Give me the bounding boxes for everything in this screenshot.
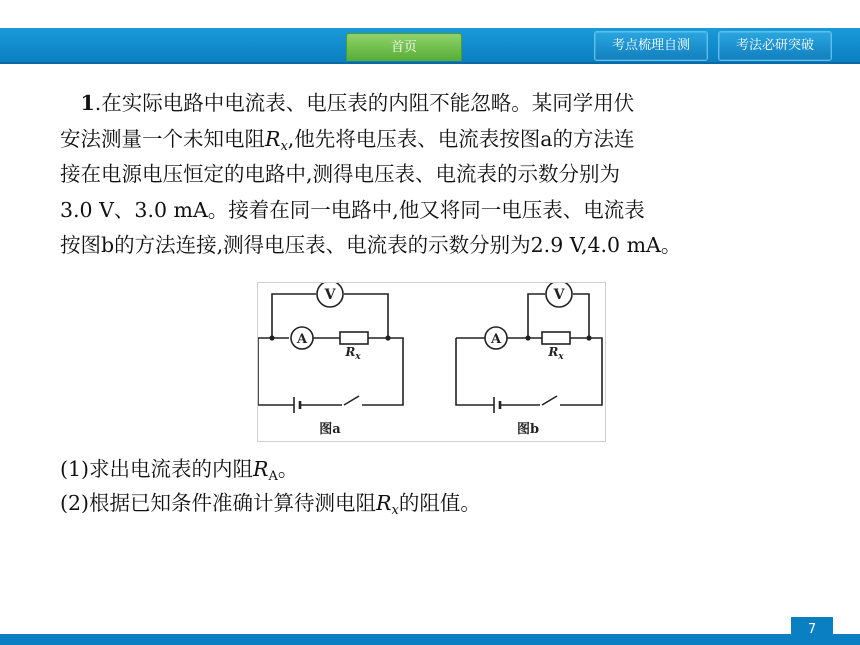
question-1-end: 。 [277,457,299,481]
variable-r: R [253,457,269,481]
tab-method-breakthrough[interactable]: 考法必研突破 [718,31,832,61]
question-2-end: 的阻值。 [398,491,481,515]
variable-r: R [376,491,392,515]
problem-line-5: 按图b的方法连接,测得电压表、电流表的示数分别为2.9 V,4.0 mA。 [60,233,682,257]
variable-subscript-a: A [268,469,278,484]
circuit-diagram-b [456,283,602,437]
switch-a [344,396,359,405]
resistor-a [340,332,368,344]
problem-line-3: 接在电源电压恒定的电路中,测得电压表、电流表的示数分别为 [60,162,621,186]
voltmeter-label-b: V [553,287,565,303]
ammeter-label-b: A [490,332,502,347]
bottom-bar [0,634,860,645]
caption-b: 图b [516,422,540,437]
problem-text-2b: ,他先将电压表、电流表按图a的方法连 [287,126,635,151]
switch-b [542,396,557,405]
problem-number: 1 [80,91,95,115]
resistor-b [542,332,570,344]
tab-review-self-test[interactable]: 考点梳理自测 [594,31,708,61]
variable-subscript-x: x [391,503,399,518]
page-number: 7 [791,617,833,645]
problem-text-2a: 安法测量一个未知电阻 [60,126,265,151]
problem-statement [60,86,820,264]
problem-line-1 [60,86,820,122]
top-navigation-bar [0,28,860,64]
voltmeter-label-a: V [324,287,336,303]
problem-line-2 [60,122,820,158]
resistor-label-b: $R_x$ [548,345,564,362]
question-2-text: (2)根据已知条件准确计算待测电阻 [60,491,377,515]
problem-line-4: 3.0 V、3.0 mA。接着在同一电路中,他又将同一电压表、电流表 [60,197,645,222]
variable-r: R [265,126,281,151]
sub-questions [60,452,820,520]
problem-number-separator: . [94,91,102,115]
problem-text-1: 在实际电路中电流表、电压表的内阻不能忽略。某同学用伏 [101,91,635,115]
home-button[interactable]: 首页 [346,33,462,61]
caption-a: 图a [319,422,341,437]
question-1-text: (1)求出电流表的内阻 [60,457,254,481]
resistor-label-a: $R_x$ [345,345,361,362]
question-1 [60,452,820,486]
question-2 [60,486,820,520]
circuit-figure [257,282,606,442]
ammeter-label-a: A [296,332,308,347]
variable-subscript-x: x [280,138,288,154]
circuit-diagram-a [258,283,403,437]
